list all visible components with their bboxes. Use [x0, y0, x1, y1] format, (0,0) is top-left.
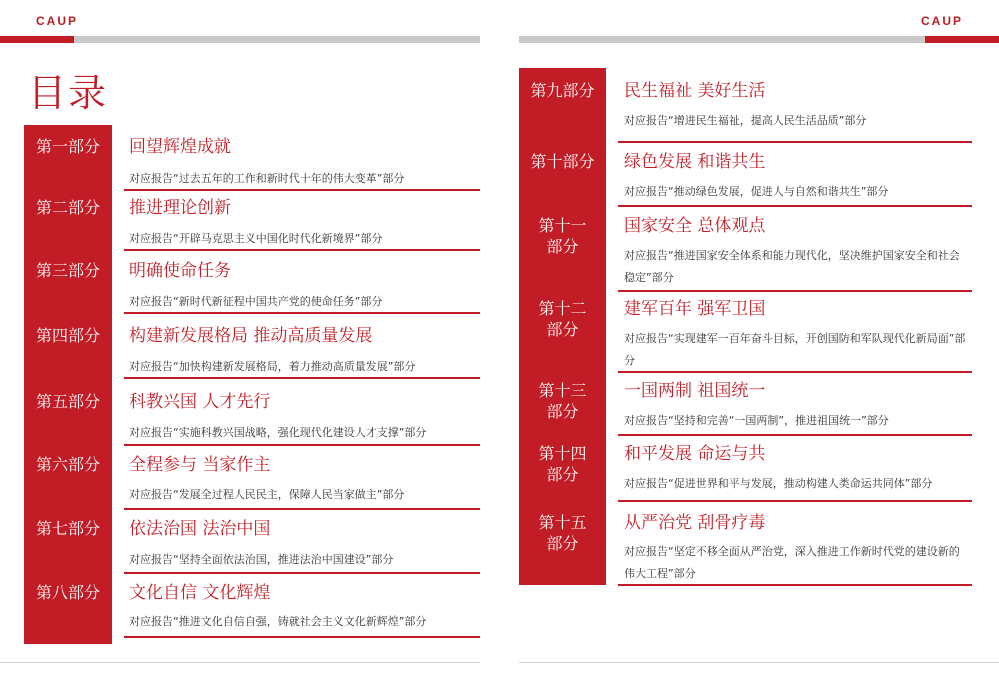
part-label: 第十五 部分 — [538, 513, 587, 553]
header-accent-right — [925, 36, 999, 43]
section-title[interactable]: 回望辉煌成就 — [129, 137, 231, 157]
section-description: 对应报告“推动绿色发展，促进人与自然和谐共生”部分 — [624, 185, 889, 198]
section-description: 对应报告“增进民生福祉，提高人民生活品质”部分 — [624, 114, 867, 127]
section-divider — [618, 371, 972, 373]
section-title[interactable]: 构建新发展格局 推动高质量发展 — [129, 326, 373, 346]
section-title[interactable]: 民生福祉 美好生活 — [624, 81, 766, 101]
part-label: 第二部分 — [35, 198, 100, 217]
part-label: 第十一 部分 — [538, 216, 587, 256]
section-title[interactable]: 推进理论创新 — [129, 198, 231, 218]
header-bar-right — [519, 36, 999, 43]
section-description: 对应报告“发展全过程人民民主，保障人民当家做主”部分 — [129, 488, 405, 501]
section-description: 对应报告“坚持全面依法治国，推进法治中国建设”部分 — [129, 553, 394, 566]
section-title[interactable]: 从严治党 刮骨疗毒 — [624, 513, 766, 533]
part-label: 第十部分 — [530, 152, 595, 171]
section-description: 对应报告“开辟马克思主义中国化时代化新境界”部分 — [129, 232, 383, 245]
section-description: 对应报告“坚定不移全面从严治党，深入推进工作新时代党的建设新的伟大工程”部分 — [624, 545, 960, 580]
part-label: 第三部分 — [35, 261, 100, 280]
section-title[interactable]: 绿色发展 和谐共生 — [624, 152, 766, 172]
section-title[interactable]: 建军百年 强军卫国 — [624, 299, 766, 319]
section-description: 对应报告“坚持和完善“一国两制”，推进祖国统一”部分 — [624, 414, 889, 427]
section-title[interactable]: 明确使命任务 — [129, 261, 231, 281]
page-title: 目录 — [28, 71, 109, 115]
section-title[interactable]: 文化自信 文化辉煌 — [129, 583, 271, 603]
section-description: 对应报告“加快构建新发展格局，着力推动高质量发展”部分 — [129, 360, 416, 373]
part-label: 第四部分 — [35, 326, 100, 345]
section-divider — [618, 205, 972, 207]
section-divider — [618, 141, 972, 143]
section-description: 对应报告“实施科教兴国战略，强化现代化建设人才支撑”部分 — [129, 426, 427, 439]
section-divider — [618, 500, 972, 502]
section-title[interactable]: 科教兴国 人才先行 — [129, 392, 271, 412]
section-description: 对应报告“促进世界和平与发展，推动构建人类命运共同体”部分 — [624, 477, 933, 490]
section-description: 对应报告“新时代新征程中国共产党的使命任务”部分 — [129, 295, 383, 308]
brand-logo-left: CAUP — [36, 14, 79, 28]
section-title[interactable]: 依法治国 法治中国 — [129, 519, 271, 539]
part-label: 第七部分 — [35, 519, 100, 538]
brand-logo-right: CAUP — [920, 14, 963, 28]
section-divider — [618, 434, 972, 436]
part-label: 第九部分 — [530, 81, 595, 100]
section-divider — [618, 290, 972, 292]
section-description: 对应报告“过去五年的工作和新时代十年的伟大变革”部分 — [129, 172, 405, 185]
part-label: 第五部分 — [35, 392, 100, 411]
footer-rule-left — [0, 662, 480, 663]
header-bar-left — [0, 36, 480, 43]
section-title[interactable]: 一国两制 祖国统一 — [624, 381, 766, 401]
section-divider — [124, 189, 480, 191]
section-divider — [124, 508, 480, 510]
section-title[interactable]: 国家安全 总体观点 — [624, 216, 766, 236]
section-description: 对应报告“实现建军一百年奋斗目标，开创国防和军队现代化新局面”部分 — [624, 332, 966, 367]
section-divider — [124, 572, 480, 574]
part-label: 第六部分 — [35, 455, 100, 474]
section-title[interactable]: 和平发展 命运与共 — [624, 444, 766, 464]
section-divider — [124, 312, 480, 314]
part-label: 第一部分 — [35, 137, 100, 156]
part-label: 第十四 部分 — [538, 444, 587, 484]
header-accent-left — [0, 36, 74, 43]
section-divider — [618, 584, 972, 586]
part-label: 第十三 部分 — [538, 381, 587, 421]
section-divider — [124, 377, 480, 379]
part-label: 第十二 部分 — [538, 299, 587, 339]
section-divider — [124, 636, 480, 638]
section-description: 对应报告“推进国家安全体系和能力现代化，坚决维护国家安全和社会稳定”部分 — [624, 249, 960, 284]
footer-rule-right — [519, 662, 999, 663]
section-description: 对应报告“推进文化自信自强，铸就社会主义文化新辉煌”部分 — [129, 615, 427, 628]
section-title[interactable]: 全程参与 当家作主 — [129, 455, 271, 475]
section-divider — [124, 249, 480, 251]
section-divider — [124, 444, 480, 446]
part-label: 第八部分 — [35, 583, 100, 602]
